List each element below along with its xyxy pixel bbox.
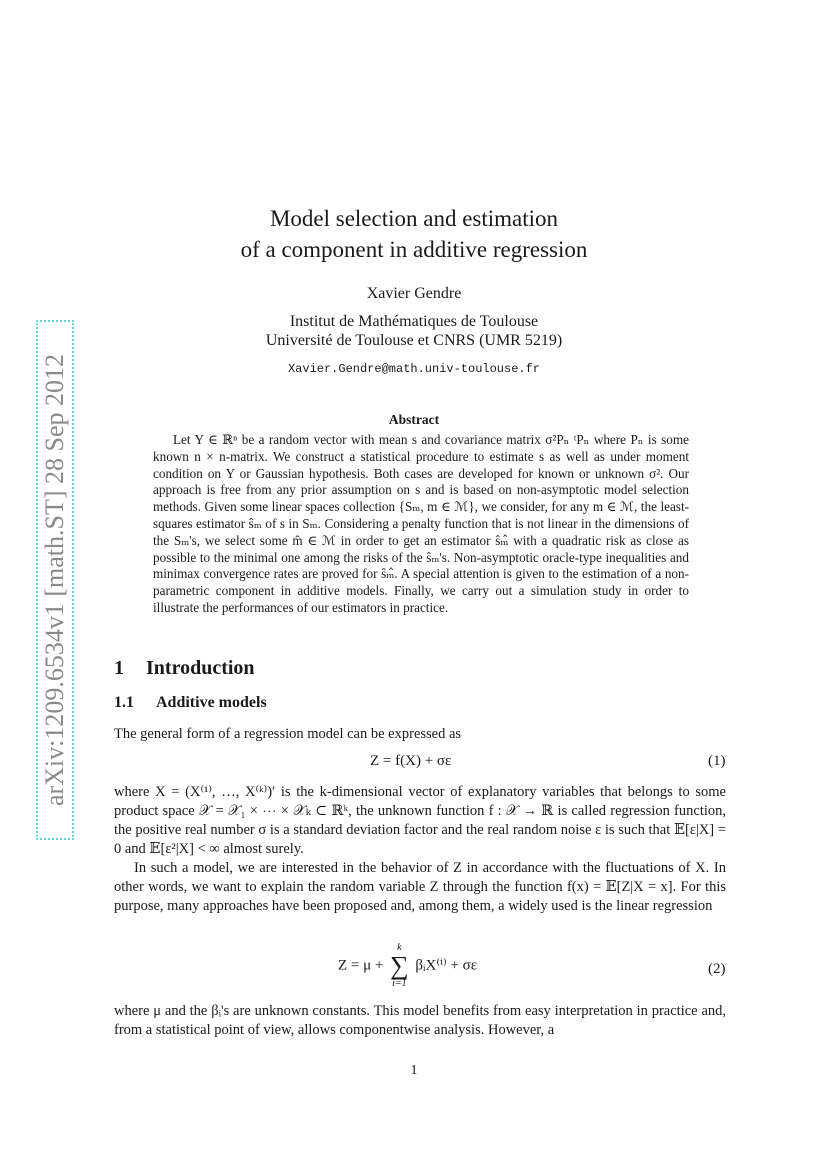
paper-title-line-2: of a component in additive regression <box>240 237 588 262</box>
affiliation-line-2: Université de Toulouse et CNRS (UMR 5219) <box>265 332 563 349</box>
equation-1-number: (1) <box>708 753 726 769</box>
paragraph-2: where X = (X⁽¹⁾, …, X⁽ᵏ⁾)′ is the k-dimensional vector of explanatory variables that belongs to some product space 𝒳 = 𝒳₁ × ⋯ × 𝒳ₖ ⊂ ℝᵏ, the unknown function f : 𝒳 → ℝ is called regression function, the positive real number σ is a standard deviation factor and the real random noise ε is such that 𝔼[ε|X] = 0 and 𝔼[ε²|X] < ∞ almost surely. <box>114 784 726 857</box>
affiliation-line-1: Institut de Mathématiques de Toulouse <box>289 313 539 330</box>
subsection-title: Additive models <box>156 694 267 711</box>
page-number: 1 <box>410 1063 418 1078</box>
equation-2-number: (2) <box>708 961 726 977</box>
sum-lower-limit: i=1 <box>392 978 407 989</box>
abstract-heading: Abstract <box>388 412 440 427</box>
subsection-number: 1.1 <box>114 694 134 711</box>
paragraph-1: The general form of a regression model can be expressed as <box>114 726 462 742</box>
equation-2-lhs: Z = μ + <box>338 957 384 974</box>
sum-upper-limit: k <box>397 942 402 953</box>
paragraph-3: In such a model, we are interested in the behavior of Z in accordance with the fluctuations of X. In other words, we want to explain the random variable Z through the function f(x) = 𝔼[Z|X = x]. For this purpose, many approaches have been proposed and, among them, a widely used is the linear regression <box>114 860 726 914</box>
section-title: Introduction <box>146 657 255 679</box>
arxiv-identifier-stamp: arXiv:1209.6534v1 [math.ST] 28 Sep 2012 <box>36 320 74 840</box>
equation-2 <box>338 943 477 989</box>
abstract-text: Let Y ∈ ℝⁿ be a random vector with mean s and covariance matrix σ²Pₙ ᵗPₙ where Pₙ is some known n × n-matrix. We construct a statistical procedure to estimate s as well as under moment condition on Y or Gaussian hypothesis. Both cases are developed for known or unknown σ². Our approach is free from any prior assumption on s and is based on non-asymptotic model selection methods. Given some linear spaces collection {Sₘ, m ∈ ℳ}, we consider, for any m ∈ ℳ, the least-squares estimator ŝₘ of s in Sₘ. Considering a penalty function that is not linear in the dimensions of the Sₘ's, we select some m̂ ∈ ℳ in order to get an estimator ŝₘ̂ with a quadratic risk as close as possible to the minimal one among the risks of the ŝₘ's. Non-asymptotic oracle-type inequalities and minimax convergence rates are proved for ŝₘ̂. A special attention is given to the estimation of a non-parametric component in additive models. Finally, we carry out a simulation study in order to illustrate the performances of our estimators in practice. <box>153 432 689 615</box>
paper-title-line-1: Model selection and estimation <box>269 206 559 231</box>
equation-1: Z = f(X) + σε <box>370 753 452 769</box>
sum-symbol: ∑ <box>390 951 409 980</box>
equation-2-rhs: βᵢX⁽ⁱ⁾ + σε <box>415 957 478 974</box>
subsection-heading <box>114 694 267 712</box>
author-email: Xavier.Gendre@math.univ-toulouse.fr <box>287 362 541 376</box>
paragraph-4: where μ and the βᵢ's are unknown constants. This model benefits from easy interpretation in practice and, from a statistical point of view, allows componentwise analysis. However, a <box>114 1003 726 1038</box>
author-name: Xavier Gendre <box>366 285 462 302</box>
section-heading <box>114 657 255 680</box>
section-number: 1 <box>114 657 124 679</box>
summation <box>390 943 409 989</box>
